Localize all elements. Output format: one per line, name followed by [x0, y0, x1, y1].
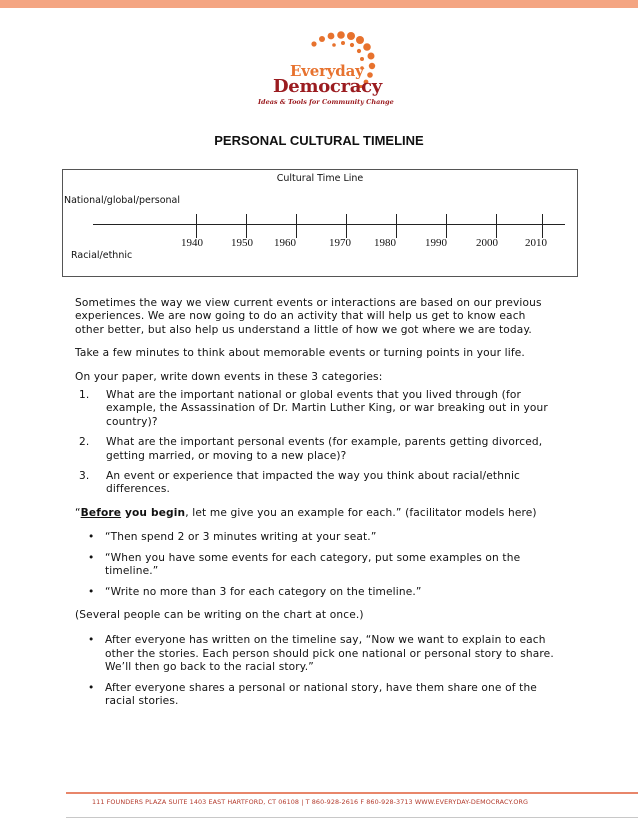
list-item — [75, 552, 555, 579]
bullet-glyph: • — [88, 531, 95, 544]
timeline-year-label: 2010 — [525, 237, 547, 249]
quote-open: “ — [75, 506, 81, 519]
list-item-text: “When you have some events for each category, put some examples on the timeline.” — [105, 551, 521, 578]
list-item-text: What are the important personal events (for example, parents getting divorced, getting married, or moving to a new place)? — [106, 436, 543, 462]
everyday-democracy-logo — [252, 28, 392, 110]
timeline-tick — [496, 214, 497, 238]
list-item-text: “Then spend 2 or 3 minutes writing at your seat.” — [105, 531, 377, 544]
timeline-year-label: 2000 — [476, 237, 498, 249]
timeline-year-label: 1980 — [374, 237, 396, 249]
list-number: 1. — [79, 389, 90, 402]
timeline-tick — [446, 214, 447, 238]
list-item-text: After everyone has written on the timeline say, “Now we want to explain to each other the stories. Each person should pick one national or personal story to share. We’ll then go back to the racial story.” — [105, 634, 554, 674]
list-item — [75, 470, 555, 497]
logo-word-everyday: Everyday — [290, 62, 364, 80]
list-item-text: What are the important national or global events that you lived through (for example, the Assassination of Dr. Martin Luther King, or war breaking out in your country)? — [106, 389, 548, 428]
timeline-caption: Cultural Time Line — [276, 173, 364, 184]
note-paragraph: (Several people can be writing on the chart at once.) — [75, 608, 364, 621]
timeline-year-label: 1990 — [425, 237, 447, 249]
timeline-year-label: 1960 — [274, 237, 296, 249]
facilitator-bullets — [75, 531, 555, 599]
instruction-paragraph: Take a few minutes to think about memorable events or turning points in your life. — [75, 347, 525, 360]
list-item — [75, 586, 555, 599]
list-item-text: After everyone shares a personal or national story, have them share one of the racial stories. — [105, 681, 537, 707]
timeline-tick — [246, 214, 247, 238]
logo-tagline: Ideas & Tools for Community Change — [258, 98, 394, 106]
list-number: 2. — [79, 436, 90, 449]
timeline-tick — [346, 214, 347, 238]
timeline-tick — [542, 214, 543, 238]
you-begin-text: you begin — [121, 506, 186, 519]
instructions-body — [75, 297, 555, 718]
bullet-glyph: • — [88, 634, 95, 647]
timeline-axis — [93, 224, 565, 225]
before-you-begin-paragraph — [75, 507, 555, 520]
categories-list — [75, 389, 555, 497]
timeline-tick — [396, 214, 397, 238]
footer-accent-bar — [66, 792, 638, 794]
sharing-bullets — [75, 634, 555, 708]
bottom-divider — [66, 817, 638, 818]
list-item-text: An event or experience that impacted the way you think about racial/ethnic differences. — [106, 470, 521, 496]
footer-address: 111 FOUNDERS PLAZA SUITE 1403 EAST HARTFORD, CT 06108 | T 860-928-2616 F 860-928-3713 WWW.EVERYDAY-DEMOCRACY.ORG — [92, 798, 529, 806]
timeline-tick — [296, 214, 297, 238]
timeline-year-label: 1940 — [181, 237, 203, 249]
list-item-text: “Write no more than 3 for each category on the timeline.” — [105, 585, 422, 598]
list-number: 3. — [79, 470, 90, 483]
bullet-glyph: • — [88, 551, 95, 564]
logo-word-democracy: Democracy — [273, 76, 382, 97]
bullet-glyph: • — [88, 585, 95, 598]
page-title: PERSONAL CULTURAL TIMELINE — [214, 133, 424, 148]
before-word: Before — [80, 506, 122, 519]
list-item — [75, 634, 555, 674]
bullet-glyph: • — [88, 681, 95, 694]
list-item — [75, 389, 555, 429]
timeline-label-national: National/global/personal — [64, 195, 180, 206]
intro-paragraph: Sometimes the way we view current events or interactions are based on our previous experiences. We are now going to do an activity that will help us get to know each other better, but also help us understand a little of how we got where we are today. — [75, 297, 542, 336]
categories-intro: On your paper, write down events in these 3 categories: — [75, 370, 383, 383]
list-item — [75, 682, 555, 709]
list-item — [75, 531, 555, 544]
timeline-box — [62, 169, 578, 277]
timeline-label-racial: Racial/ethnic — [71, 250, 133, 261]
timeline-tick — [196, 214, 197, 238]
top-accent-bar — [0, 0, 638, 8]
timeline-year-label: 1950 — [231, 237, 253, 249]
timeline-year-label: 1970 — [329, 237, 351, 249]
list-item — [75, 436, 555, 463]
before-rest-text: , let me give you an example for each.” (facilitator models here) — [185, 506, 537, 519]
